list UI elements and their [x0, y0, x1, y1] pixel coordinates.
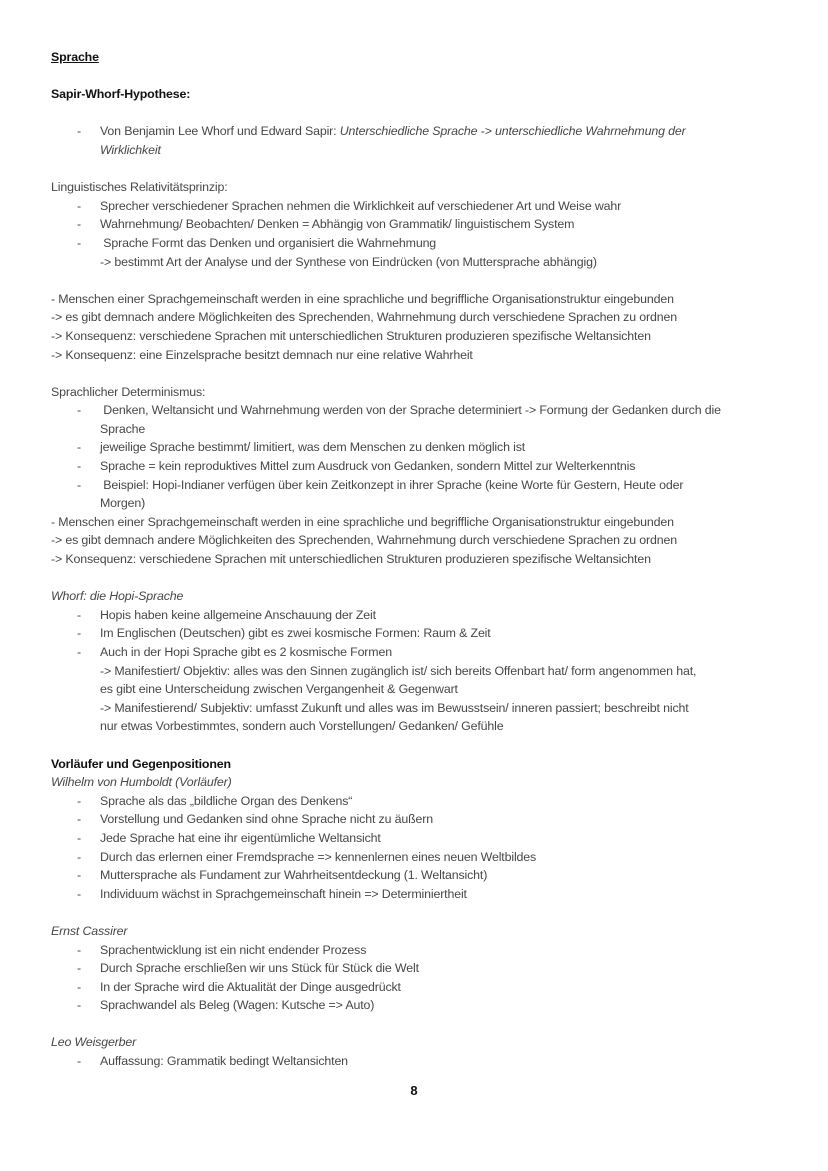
- line-text: Sprache als das „bildliche Organ des Denkens“: [100, 793, 353, 808]
- bullet-item: [51, 122, 801, 141]
- bullet-item: [51, 197, 801, 216]
- line-text: Sprache: [51, 50, 99, 64]
- bullet-continuation: [51, 680, 801, 699]
- bullet-dash: -: [77, 868, 81, 883]
- bullet-item: [51, 978, 801, 997]
- bullet-dash: -: [77, 961, 81, 976]
- blank-line: [51, 271, 801, 290]
- line-text: Im Englischen (Deutschen) gibt es zwei kosmische Formen: Raum & Zeit: [100, 626, 491, 641]
- blank-line: [51, 1015, 801, 1034]
- line-text: Sprachentwicklung ist ein nicht endender Prozess: [100, 942, 367, 957]
- bullet-item: [51, 401, 801, 420]
- line-text: nur etwas Vorbestimmtes, sondern auch Vorstellungen/ Gedanken/ Gefühle: [100, 719, 504, 734]
- bullet-dash: -: [77, 998, 81, 1013]
- bullet-dash: -: [77, 830, 81, 845]
- line-text: Vorstellung und Gedanken sind ohne Sprache nicht zu äußern: [100, 812, 433, 827]
- blank-line: [51, 364, 801, 383]
- text-line: [51, 513, 801, 532]
- line-text: Muttersprache als Fundament zur Wahrheitsentdeckung (1. Weltansicht): [100, 868, 488, 883]
- bullet-dash: -: [77, 124, 81, 139]
- text-line: [51, 290, 801, 309]
- line-text: -> Manifestiert/ Objektiv: alles was den Sinnen zugänglich ist/ sich bereits Offenbart hat/ form angenommen hat,: [100, 663, 697, 678]
- subsection-label: [51, 178, 801, 197]
- bullet-item: [51, 941, 801, 960]
- line-text: -> es gibt demnach andere Möglichkeiten des Sprechenden, Wahrnehmung durch verschiedene Sprachen zu ordnen: [51, 310, 677, 325]
- bullet-continuation: [51, 717, 801, 736]
- line-text: Sprache = kein reproduktives Mittel zum Ausdruck von Gedanken, sondern Mittel zur Welterkenntnis: [100, 459, 636, 474]
- blank-line: [51, 67, 801, 86]
- line-text: Sprache: [100, 421, 146, 436]
- blank-line: [51, 160, 801, 179]
- bullet-dash: -: [77, 793, 81, 808]
- bullet-dash: -: [77, 217, 81, 232]
- bullet-dash: -: [77, 459, 81, 474]
- document-body: [51, 48, 801, 1071]
- subsection-label-italic: [51, 773, 801, 792]
- bullet-item: [51, 866, 801, 885]
- bullet-continuation: [51, 662, 801, 681]
- bullet-item: [51, 215, 801, 234]
- bullet-item: [51, 996, 801, 1015]
- bullet-dash: -: [77, 198, 81, 213]
- line-text: jeweilige Sprache bestimmt/ limitiert, was dem Menschen zu denken möglich ist: [100, 440, 526, 455]
- bullet-dash: -: [77, 812, 81, 827]
- bullet-continuation: [51, 420, 801, 439]
- bullet-item: [51, 848, 801, 867]
- line-text: -> Manifestierend/ Subjektiv: umfasst Zukunft und alles was im Bewusstsein/ inneren passiert; beschreibt nicht: [100, 700, 689, 715]
- subsection-label-italic: [51, 587, 801, 606]
- bullet-item: [51, 606, 801, 625]
- bullet-continuation: [51, 141, 801, 160]
- bullet-continuation: [51, 253, 801, 272]
- line-text: Individuum wächst in Sprachgemeinschaft hinein => Determiniertheit: [100, 886, 467, 901]
- bullet-dash: -: [77, 403, 81, 418]
- bullet-continuation: [51, 699, 801, 718]
- line-text: Beispiel: Hopi-Indianer verfügen über kein Zeitkonzept in ihrer Sprache (keine Worte für Gestern, Heute oder: [100, 477, 684, 492]
- bullet-item: [51, 1052, 801, 1071]
- page-heading: [51, 48, 801, 67]
- blank-line: [51, 736, 801, 755]
- line-text-italic: Wirklichkeit: [100, 142, 161, 157]
- line-text: In der Sprache wird die Aktualität der Dinge ausgedrückt: [100, 979, 401, 994]
- line-text: -> Konsequenz: verschiedene Sprachen mit unterschiedlichen Strukturen produzieren spezifische Weltansichten: [51, 328, 651, 343]
- line-text: Durch das erlernen einer Fremdsprache => kennenlernen eines neuen Weltbildes: [100, 849, 537, 864]
- line-text: Vorläufer und Gegenpositionen: [51, 756, 231, 771]
- blank-line: [51, 104, 801, 123]
- line-text: - Menschen einer Sprachgemeinschaft werden in eine sprachliche und begriffliche Organisationstruktur eingebunden: [51, 514, 674, 529]
- line-text: Morgen): [100, 496, 146, 511]
- line-text: Jede Sprache hat eine ihr eigentümliche Weltansicht: [100, 830, 381, 845]
- bullet-item: [51, 476, 801, 495]
- bullet-item: [51, 457, 801, 476]
- line-text: -> bestimmt Art der Analyse und der Synthese von Eindrücken (von Muttersprache abhängig): [100, 254, 597, 269]
- section-heading: [51, 85, 801, 104]
- line-text: Leo Weisgerber: [51, 1035, 137, 1050]
- bullet-item: [51, 234, 801, 253]
- bullet-continuation: [51, 494, 801, 513]
- bullet-dash: -: [77, 942, 81, 957]
- line-text: Hopis haben keine allgemeine Anschauung der Zeit: [100, 607, 376, 622]
- line-text: Denken, Weltansicht und Wahrnehmung werden von der Sprache determiniert -> Formung der Gedanken durch die: [100, 403, 721, 418]
- bullet-dash: -: [77, 979, 81, 994]
- bullet-item: [51, 643, 801, 662]
- bullet-dash: -: [77, 886, 81, 901]
- line-text: Sapir-Whorf-Hypothese:: [51, 87, 191, 102]
- bullet-dash: -: [77, 849, 81, 864]
- subsection-label-italic: [51, 922, 801, 941]
- line-text: Linguistisches Relativitätsprinzip:: [51, 180, 228, 195]
- text-line: [51, 531, 801, 550]
- line-text: Von Benjamin Lee Whorf und Edward Sapir:: [100, 124, 340, 139]
- bullet-dash: -: [77, 477, 81, 492]
- bullet-item: [51, 792, 801, 811]
- subsection-label-italic: [51, 1033, 801, 1052]
- line-text: -> Konsequenz: eine Einzelsprache besitzt demnach nur eine relative Wahrheit: [51, 347, 473, 362]
- bullet-item: [51, 959, 801, 978]
- line-text: es gibt eine Unterscheidung zwischen Vergangenheit & Gegenwart: [100, 682, 458, 697]
- line-text: Sprachwandel als Beleg (Wagen: Kutsche => Auto): [100, 998, 375, 1013]
- bullet-item: [51, 624, 801, 643]
- text-line: [51, 346, 801, 365]
- bullet-item: [51, 885, 801, 904]
- bullet-item: [51, 438, 801, 457]
- bullet-dash: -: [77, 626, 81, 641]
- blank-line: [51, 903, 801, 922]
- line-text: Ernst Cassirer: [51, 923, 128, 938]
- line-text: -> Konsequenz: verschiedene Sprachen mit unterschiedlichen Strukturen produzieren spezifische Weltansichten: [51, 552, 651, 567]
- line-text: Sprachlicher Determinismus:: [51, 384, 206, 399]
- line-text: Sprecher verschiedener Sprachen nehmen die Wirklichkeit auf verschiedener Art und Weise wahr: [100, 198, 622, 213]
- bullet-item: [51, 810, 801, 829]
- section-heading: [51, 755, 801, 774]
- bullet-dash: -: [77, 645, 81, 659]
- line-text: -> es gibt demnach andere Möglichkeiten des Sprechenden, Wahrnehmung durch verschiedene Sprachen zu ordnen: [51, 533, 677, 548]
- text-line: [51, 308, 801, 327]
- line-text: Auch in der Hopi Sprache gibt es 2 kosmische Formen: [100, 645, 392, 659]
- line-text-italic: Unterschiedliche Sprache -> unterschiedliche Wahrnehmung der: [339, 124, 686, 139]
- subsection-label: [51, 383, 801, 402]
- line-text: Wahrnehmung/ Beobachten/ Denken = Abhängig von Grammatik/ linguistischem System: [100, 217, 575, 232]
- bullet-dash: -: [77, 440, 81, 455]
- bullet-dash: -: [77, 1054, 81, 1069]
- line-text: Wilhelm von Humboldt (Vorläufer): [51, 775, 232, 790]
- line-text: Durch Sprache erschließen wir uns Stück für Stück die Welt: [100, 961, 419, 976]
- line-text: Auffassung: Grammatik bedingt Weltansichten: [100, 1054, 348, 1069]
- bullet-dash: -: [77, 235, 81, 250]
- bullet-dash: -: [77, 607, 81, 622]
- line-text: - Menschen einer Sprachgemeinschaft werden in eine sprachliche und begriffliche Organisationstruktur eingebunden: [51, 291, 674, 306]
- bullet-item: [51, 829, 801, 848]
- page-number: 8: [410, 1083, 418, 1098]
- text-line: [51, 550, 801, 569]
- text-line: [51, 327, 801, 346]
- line-text: Whorf: die Hopi-Sprache: [51, 589, 184, 604]
- blank-line: [51, 569, 801, 588]
- line-text: Sprache Formt das Denken und organisiert die Wahrnehmung: [100, 235, 437, 250]
